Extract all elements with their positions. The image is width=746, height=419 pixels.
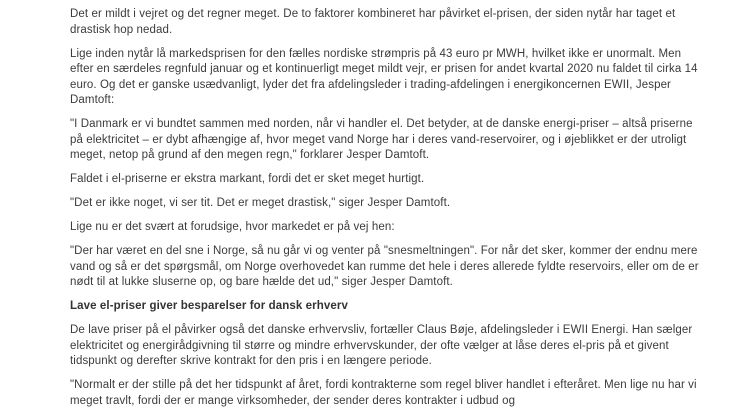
- section-heading: Lave el-priser giver besparelser for dansk erhverv: [70, 300, 348, 312]
- paragraph: "Normalt er der stille på det her tidspunkt af året, fordi kontrakterne som regel bliver handlet i efteråret. Men lige nu har vi meget travlt, fordi der er mange virksomheder, der sender deres kontrakter i udbud og: [70, 379, 697, 407]
- paragraph: Lige nu er det svært at forudsige, hvor markedet er på vej hen:: [70, 221, 395, 233]
- paragraph: De lave priser på el påvirker også det danske erhvervsliv, fortæller Claus Bøje, afdelingsleder i EWII Energi. Han sælger elektricitet og energirådgivning til større og mindre erhvervskunder, der ofte vælger at låse deres el-pris på et givent tidspunkt og derefter skrive kontrakt for den pris i en længere periode.: [70, 324, 693, 367]
- article-body: [70, 7, 702, 409]
- paragraph: Det er mildt i vejret og det regner meget. De to faktorer kombineret har påvirket el-prisen, der siden nytår har taget et drastisk hop nedad.: [70, 8, 676, 36]
- paragraph: Faldet i el-priserne er ekstra markant, fordi det er sket meget hurtigt.: [70, 173, 425, 185]
- paragraph: "I Danmark er vi bundtet sammen med norden, når vi handler el. Det betyder, at de danske energi-priser – altså priserne på elektricitet – er dybt afhængige af, hvor meget vand Norge har i deres vand-reservoirer, og i øjeblikket er der utroligt meget, netop på grund af den megen regn," forklarer Jesper Damtoft.: [70, 118, 693, 161]
- paragraph: "Det er ikke noget, vi ser tit. Det er meget drastisk," siger Jesper Damtoft.: [70, 197, 451, 209]
- paragraph: Lige inden nytår lå markedsprisen for den fælles nordiske strømpris på 43 euro pr MWH, hvilket ikke er unormalt. Men efter en særdeles regnfuld januar og et kontinuerligt meget mildt vejr, er prisen for andet kvartal 2020 nu faldet til cirka 14 euro. Og det er ganske usædvanligt, lyder det fra afdelingsleder i trading-afdelingen i energikoncernen EWII, Jesper Damtoft:: [70, 47, 698, 106]
- paragraph: "Der har været en del sne i Norge, så nu går vi og venter på "snesmeltningen". For når det sker, kommer der endnu mere vand og så er det spørgsmål, om Norge overhovedet kan rumme det hele i deres allerede fyldte reservoirs, eller om de er nødt til at lukke sluserne op, og bare hælde det ud," siger Jesper Damtoft.: [70, 245, 699, 288]
